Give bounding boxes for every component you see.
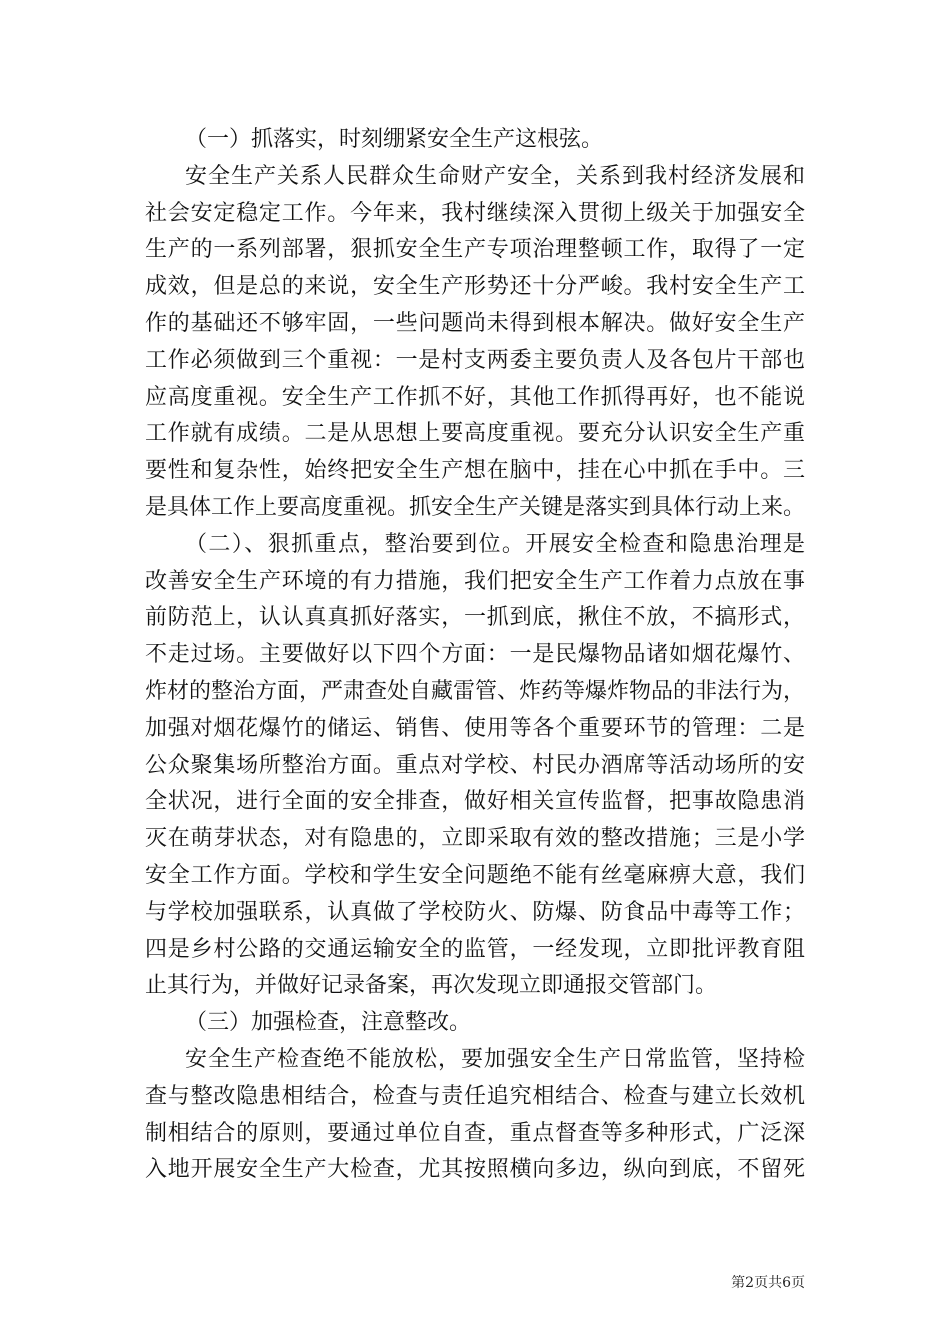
page-number-footer: 第2页共6页 [731,1275,805,1291]
text-line: 止其行为，并做好记录备案，再次发现立即通报交管部门。 [145,973,718,999]
text-line: （一）抓落实，时刻绷紧安全生产这根弦。 [185,127,604,152]
text-line: 不走过场。主要做好以下四个方面：一是民爆物品诸如烟花爆竹、 [145,642,805,668]
text-line: 应高度重视。安全生产工作抓不好，其他工作抓得再好，也不能说 [145,384,805,410]
text-line: （三）加强检查，注意整改。 [185,1010,472,1036]
text-line: 工作必须做到三个重视：一是村支两委主要负责人及各包片干部也 [145,347,805,373]
text-line: 灭在萌芽状态，对有隐患的，立即采取有效的整改措施；三是小学 [145,826,805,852]
text-line: 与学校加强联系，认真做了学校防火、防爆、防食品中毒等工作； [145,899,805,925]
text-line: 公众聚集场所整治方面。重点对学校、村民办酒席等活动场所的安 [145,752,805,778]
text-line: 成效，但是总的来说，安全生产形势还十分严峻。我村安全生产工 [145,274,805,300]
text-line: 加强对烟花爆竹的储运、销售、使用等各个重要环节的管理：二是 [145,715,805,741]
text-line: 入地开展安全生产大检查，尤其按照横向多边，纵向到底，不留死 [145,1157,805,1183]
text-line: （二）、狠抓重点，整治要到位。开展安全检查和隐患治理是 [185,531,805,557]
text-line: 查与整改隐患相结合，检查与责任追究相结合、检查与建立长效机 [145,1083,805,1109]
text-line: 四是乡村公路的交通运输安全的监管，一经发现，立即批评教育阻 [145,936,805,962]
document-body [145,122,805,1189]
text-line: 全状况，进行全面的安全排查，做好相关宣传监督，把事故隐患消 [145,789,805,815]
text-line: 制相结合的原则，要通过单位自查，重点督查等多种形式，广泛深 [145,1120,805,1146]
text-line: 安全生产关系人民群众生命财产安全，关系到我村经济发展和 [185,163,805,189]
text-line: 前防范上，认认真真抓好落实，一抓到底，揪住不放，不搞形式， [145,605,805,631]
text-line: 要性和复杂性，始终把安全生产想在脑中，挂在心中抓在手中。三 [145,458,805,484]
text-line: 安全生产检查绝不能放松，要加强安全生产日常监管，坚持检 [185,1046,805,1072]
text-line: 工作就有成绩。二是从思想上要高度重视。要充分认识安全生产重 [145,421,805,447]
text-line: 社会安定稳定工作。今年来，我村继续深入贯彻上级关于加强安全 [145,200,805,226]
text-line: 是具体工作上要高度重视。抓安全生产关键是落实到具体行动上来。 [145,494,806,520]
text-line: 改善安全生产环境的有力措施，我们把安全生产工作着力点放在事 [145,568,805,594]
text-line: 作的基础还不够牢固，一些问题尚未得到根本解决。做好安全生产 [145,310,805,336]
text-line: 生产的一系列部署，狠抓安全生产专项治理整顿工作，取得了一定 [145,237,805,263]
text-line: 炸材的整治方面，严肃查处自藏雷管、炸药等爆炸物品的非法行为， [145,678,806,704]
text-line: 安全工作方面。学校和学生安全问题绝不能有丝毫麻痹大意，我们 [145,862,805,888]
